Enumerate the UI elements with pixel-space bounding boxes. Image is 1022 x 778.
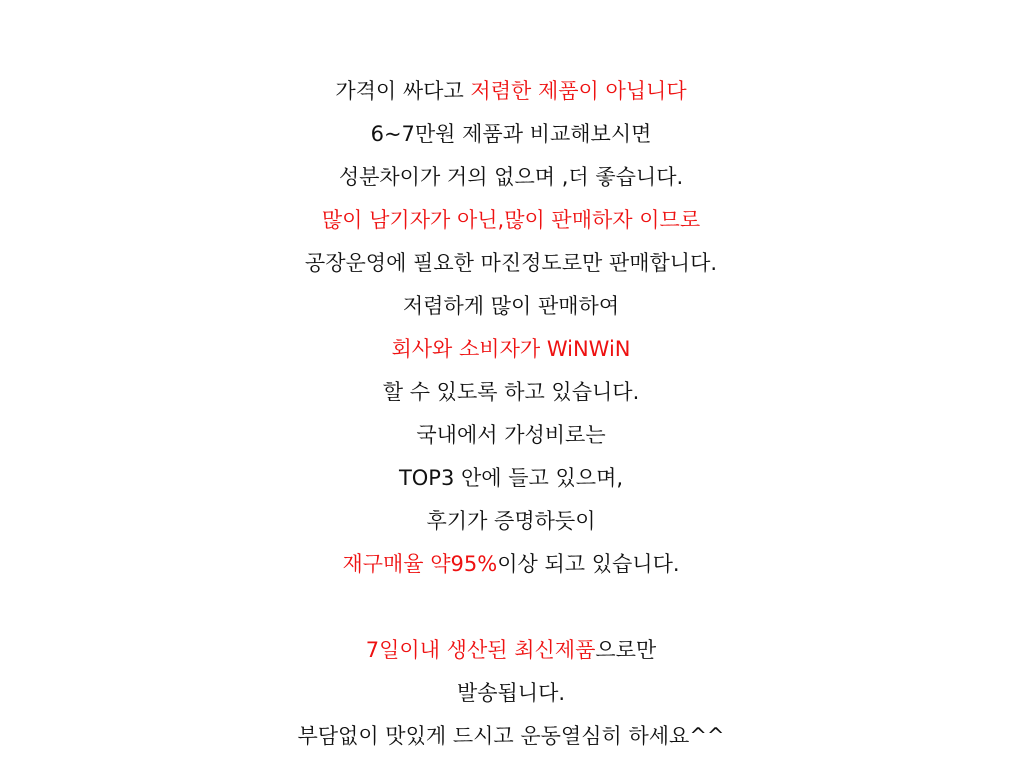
text-line-8 [0, 371, 1022, 414]
text-line-11 [0, 500, 1022, 543]
line-13-black: 으로만 [595, 638, 657, 662]
line-8-black: 할 수 있도록 하고 있습니다. [382, 380, 640, 404]
text-line-4 [0, 199, 1022, 242]
text-line-10 [0, 457, 1022, 500]
line-11-black: 후기가 증명하듯이 [426, 509, 596, 533]
line-7-red: 회사와 소비자가 WiNWiN [391, 337, 631, 361]
text-line-13 [0, 629, 1022, 672]
line-4-red: 많이 남기자가 아닌,많이 판매하자 이므로 [321, 208, 701, 232]
line-1-black: 가격이 싸다고 [335, 79, 471, 103]
text-line-15 [0, 715, 1022, 758]
line-2-black: 6~7만원 제품과 비교해보시면 [370, 122, 652, 146]
text-line-12 [0, 543, 1022, 586]
line-12-black: 이상 되고 있습니다. [497, 552, 680, 576]
text-line-14 [0, 672, 1022, 715]
line-1-red: 저렴한 제품이 아닙니다 [470, 79, 687, 103]
line-6-black: 저렴하게 많이 판매하여 [402, 294, 620, 318]
text-line-5 [0, 242, 1022, 285]
text-line-7 [0, 328, 1022, 371]
line-12-red: 재구매율 약95% [342, 552, 498, 576]
line-9-black: 국내에서 가성비로는 [416, 423, 606, 447]
text-line-2 [0, 113, 1022, 156]
text-line-3 [0, 156, 1022, 199]
text-line-6 [0, 285, 1022, 328]
line-15-black: 부담없이 맛있게 드시고 운동열심히 하세요^^ [297, 724, 725, 748]
line-14-black: 발송됩니다. [456, 681, 566, 705]
spacer [0, 586, 1022, 629]
line-5-black: 공장운영에 필요한 마진정도로만 판매합니다. [304, 251, 718, 275]
text-line-9 [0, 414, 1022, 457]
product-description [0, 70, 1022, 758]
text-line-1 [0, 70, 1022, 113]
line-10-black: TOP3 안에 들고 있으며, [398, 466, 624, 490]
line-3-black: 성분차이가 거의 없으며 ,더 좋습니다. [338, 165, 684, 189]
line-13-red: 7일이내 생산된 최신제품 [365, 638, 596, 662]
